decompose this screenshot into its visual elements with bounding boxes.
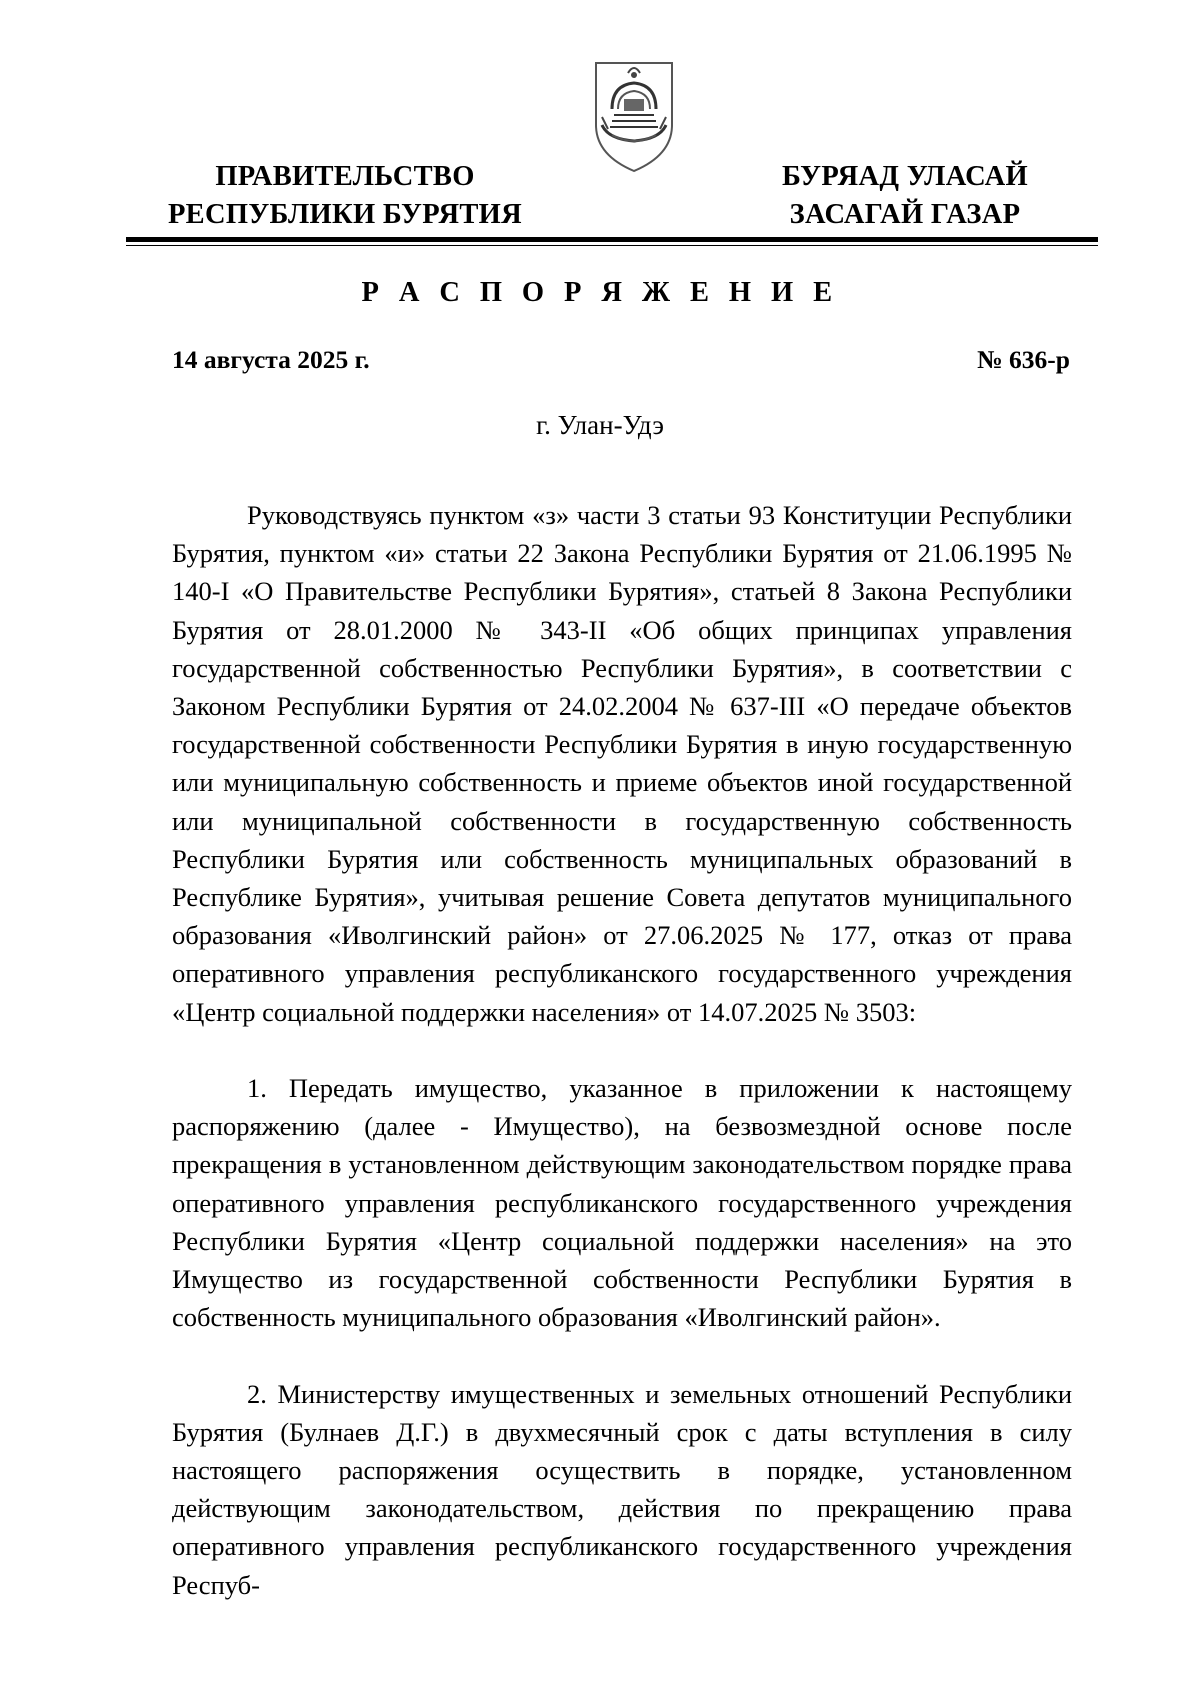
document-body <box>172 496 1072 1604</box>
government-name-buryat-line-1: БУРЯАД УЛАСАЙ <box>781 161 1028 192</box>
clause-2-paragraph: 2. Министерству имущественных и земельных отношений Республики Бурятия (Булнаев Д.Г.) в двухмесячный срок с даты вступления в силу настоящего распоряжения осуществить в порядке, установленном действующим законодательством, действия по прекращению права оперативного управления республиканского государственного учреждения Респуб- <box>172 1378 1072 1600</box>
header-divider-thick <box>126 237 1098 242</box>
preamble-paragraph: Руководствуясь пунктом «з» части 3 статьи 93 Конституции Республики Бурятия, пунктом «и» статьи 22 Закона Республики Бурятия от 21.06.1995 № 140-I «О Правительстве Республики Бурятия», статьей 8 Закона Республики Бурятия от 28.01.2000 № 343-II «Об общих принципах управления государственной собственностью Республики Бурятия», в соответствии с Законом Республики Бурятия от 24.02.2004 № 637-III «О передаче объектов государственной собственности Республики Бурятия в иную государственную или муниципальную собственность и приеме объектов иной государственной или муниципальной собственности в государственную собственность Республики Бурятия или собственность муниципальных образований в Республике Бурятия», учитывая решение Совета депутатов муниципального образования «Иволгинский район» от 27.06.2025 № 177, отказ от права оперативного управления республиканского государственного учреждения «Центр социальной поддержки населения» от 14.07.2025 № 3503: <box>172 500 1072 1027</box>
government-name-buryat-line-2: ЗАСАГАЙ ГАЗАР <box>789 199 1021 230</box>
government-name-line-1: ПРАВИТЕЛЬСТВО <box>215 161 475 192</box>
clause-1-paragraph: 1. Передать имущество, указанное в приложении к настоящему распоряжению (далее - Имущество), на безвозмездной основе после прекращения в установленном действующим законодательством порядке права оперативного управления республиканского государственного учреждения Республики Бурятия «Центр социальной поддержки населения» на это Имущество из государственной собственности Республики Бурятия в собственность муниципального образования «Иволгинский район». <box>172 1073 1072 1333</box>
header-divider-thin <box>126 245 1098 246</box>
coat-of-arms-emblem <box>588 55 680 175</box>
document-date: 14 августа 2025 г. <box>172 345 370 374</box>
document-number: № 636-р <box>977 345 1070 374</box>
government-name-buryat <box>745 158 1065 234</box>
document-type-title: Р А С П О Р Я Ж Е Н И Е <box>361 277 839 308</box>
government-name-russian <box>150 158 540 234</box>
document-city: г. Улан-Удэ <box>536 410 664 440</box>
government-name-line-2: РЕСПУБЛИКИ БУРЯТИЯ <box>167 199 523 230</box>
